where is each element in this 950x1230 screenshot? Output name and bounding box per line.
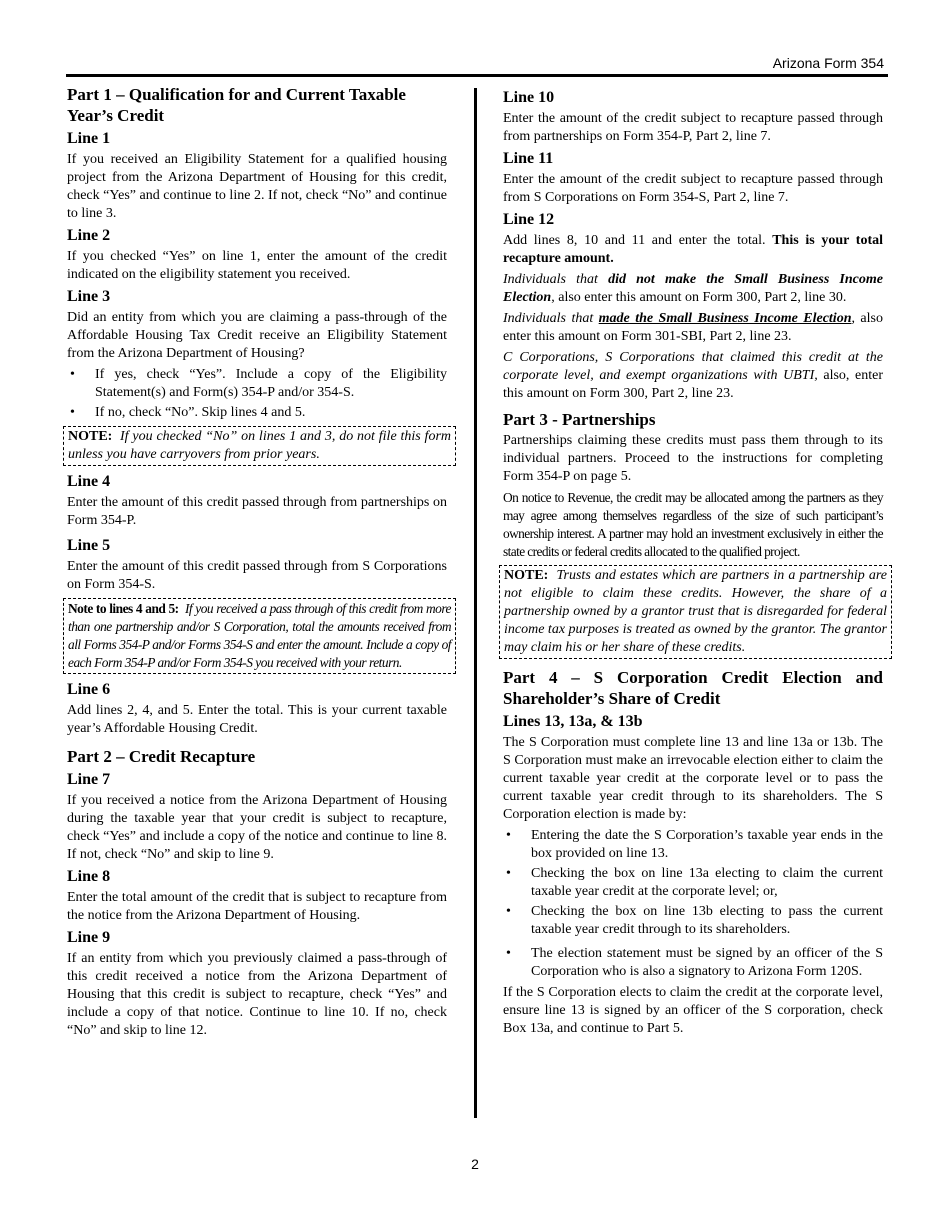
line12-corporations <box>503 349 883 403</box>
text-fragment: , also enter this amount on Form 301-SBI, Part 2, line 23. <box>503 311 883 344</box>
part1-heading: Part 1 – Qualification for and Current Taxable Year’s Credit <box>67 85 406 125</box>
text-fragment: , also enter this amount on Form 300, Part 2, line 30. <box>551 290 847 305</box>
list-item: • The election statement must be signed by an officer of the S Corporation who is also a signatory to Arizona Form 120S. <box>503 945 883 981</box>
line1-heading: Line 1 <box>67 130 111 147</box>
line12-individuals-no-election <box>503 271 883 307</box>
line5-text: Enter the amount of this credit passed through from S Corporations on Form 354-S. <box>67 559 447 592</box>
line3-text: Did an entity from which you are claiming a pass-through of the Affordable Housing Tax Credit receive an Eligibility Statement from the Arizona Department of Housing? <box>67 310 447 361</box>
line9-text: If an entity from which you previously claimed a pass-through of this credit received a notice from the Arizona Department of Housing that this credit is subject to recapture, check “Yes” and include a copy of that notice. Continue to line 10. If no, check “No” and skip to line 12. <box>67 951 447 1038</box>
line12-individuals-election <box>503 310 883 346</box>
header-rule <box>66 74 888 77</box>
line9-heading: Line 9 <box>67 929 111 946</box>
note-body: If you received a pass through of this credit from more than one partnership and/or S Corporation, total the amounts received from all Forms 354-P and/or Forms 354-S and enter the amount. Include a copy of each Form 354-P and/or Form 354-S you received with your return. <box>68 601 451 670</box>
left-column <box>67 84 451 1043</box>
line3-bullets <box>67 366 447 422</box>
column-divider <box>474 88 477 1118</box>
text-fragment: Individuals that <box>503 272 609 287</box>
line12-text <box>503 232 883 268</box>
list-item: • Checking the box on line 13a electing to claim the current taxable year credit at the corporate level; or, <box>503 865 883 901</box>
note-box-lines-4-5 <box>63 598 456 674</box>
line3-heading: Line 3 <box>67 288 111 305</box>
note-body: Trusts and estates which are partners in a partnership are not eligible to claim these credits. However, the share of a partnership owned by a grantor trust that is disregarded for federal income tax purposes is treated as owned by the grantor. The grantor may claim his or her share of these credits. <box>504 568 887 655</box>
form-title: Arizona Form 354 <box>772 55 884 71</box>
list-item: • If yes, check “Yes”. Include a copy of the Eligibility Statement(s) and Form(s) 354-P and/or 354-S. <box>67 366 447 402</box>
list-item: • Entering the date the S Corporation’s taxable year ends in the box provided on line 13. <box>503 827 883 863</box>
line5-heading: Line 5 <box>67 537 111 554</box>
line2-text: If you checked “Yes” on line 1, enter the amount of the credit indicated on the eligibility statement you received. <box>67 249 447 282</box>
lines13-closing: If the S Corporation elects to claim the credit at the corporate level, ensure line 13 is signed by an officer of the S corporation, check Box 13a, and continue to Part 5. <box>503 985 883 1036</box>
line1-text: If you received an Eligibility Statement for a qualified housing project from the Arizona Department of Housing for this credit, check “Yes” and continue to line 2. If not, check “No” and continue to line 3. <box>67 152 447 221</box>
line4-heading: Line 4 <box>67 473 111 490</box>
right-column <box>503 88 887 1041</box>
line12-text-plain: Add lines 8, 10 and 11 and enter the total. <box>503 233 773 248</box>
part3-text-1: Partnerships claiming these credits must pass them through to its individual partners. Proceed to the instructions for completing Form 354-P on page 5. <box>503 433 883 484</box>
line10-heading: Line 10 <box>503 89 555 106</box>
line7-text: If you received a notice from the Arizona Department of Housing during the taxable year that your credit is subject to recapture, check “Yes” and include a copy of the notice and continue to line 8. If not, check “No” and skip to line 9. <box>67 793 447 862</box>
list-item: • Checking the box on line 13b electing to pass the current taxable year credit through to its shareholders. <box>503 903 883 939</box>
text-fragment: did not make the Small Business Income Election <box>503 272 883 305</box>
line7-heading: Line 7 <box>67 771 111 788</box>
part3-heading: Part 3 - Partnerships <box>503 410 656 429</box>
text-fragment: Individuals that <box>503 311 599 326</box>
page-number: 2 <box>471 1156 479 1172</box>
list-item: • If no, check “No”. Skip lines 4 and 5. <box>67 404 447 422</box>
line8-heading: Line 8 <box>67 868 111 885</box>
lines13-bullets <box>503 827 883 981</box>
line12-heading: Line 12 <box>503 211 555 228</box>
line2-heading: Line 2 <box>67 227 111 244</box>
lines13-heading: Lines 13, 13a, & 13b <box>503 713 643 730</box>
text-fragment: C Corporations, S Corporations that claimed this credit at the corporate level, and exempt organizations with UBTI, <box>503 350 883 383</box>
line6-heading: Line 6 <box>67 681 111 698</box>
note-lead: NOTE: <box>68 429 113 444</box>
line4-text: Enter the amount of this credit passed through from partnerships on Form 354-P. <box>67 495 447 528</box>
note-lead: Note to lines 4 and 5: <box>68 601 179 616</box>
lines13-text: The S Corporation must complete line 13 and line 13a or 13b. The S Corporation must make an irrevocable election either to claim the current taxable year credit at the corporate level or to pass the current taxable year credit through to its shareholders. The S Corporation election is made by: <box>503 735 883 822</box>
note-lead: NOTE: <box>504 568 549 583</box>
text-fragment: made the Small Business Income Election <box>598 311 852 326</box>
line11-heading: Line 11 <box>503 150 554 167</box>
line8-text: Enter the total amount of the credit that is subject to recapture from the notice from the Arizona Department of Housing. <box>67 890 447 923</box>
note-box-trusts <box>499 565 892 659</box>
part3-text-2: On notice to Revenue, the credit may be allocated among the partners as they may agree among themselves regardless of the size of such participant’s ownership interest. A partner may hold an investment exclusively in either the state credits or federal credits allocated to the qualified project. <box>503 490 883 559</box>
note-box-carryovers <box>63 426 456 466</box>
part2-heading: Part 2 – Credit Recapture <box>67 747 256 766</box>
line10-text: Enter the amount of the credit subject to recapture passed through from partnerships on Form 354-P, Part 2, line 7. <box>503 111 883 144</box>
part4-heading: Part 4 – S Corporation Credit Election and Shareholder’s Share of Credit <box>503 668 883 708</box>
line12-text-bold: This is your total recapture amount. <box>503 233 883 266</box>
text-fragment: also, enter this amount on Form 300, Part 2, line 23. <box>503 368 884 401</box>
line6-text: Add lines 2, 4, and 5. Enter the total. This is your current taxable year’s Affordable Housing Credit. <box>67 703 447 736</box>
line11-text: Enter the amount of the credit subject to recapture passed through from S Corporations on Form 354-S, Part 2, line 7. <box>503 172 883 205</box>
note-body: If you checked “No” on lines 1 and 3, do not file this form unless you have carryovers from prior years. <box>68 429 451 462</box>
